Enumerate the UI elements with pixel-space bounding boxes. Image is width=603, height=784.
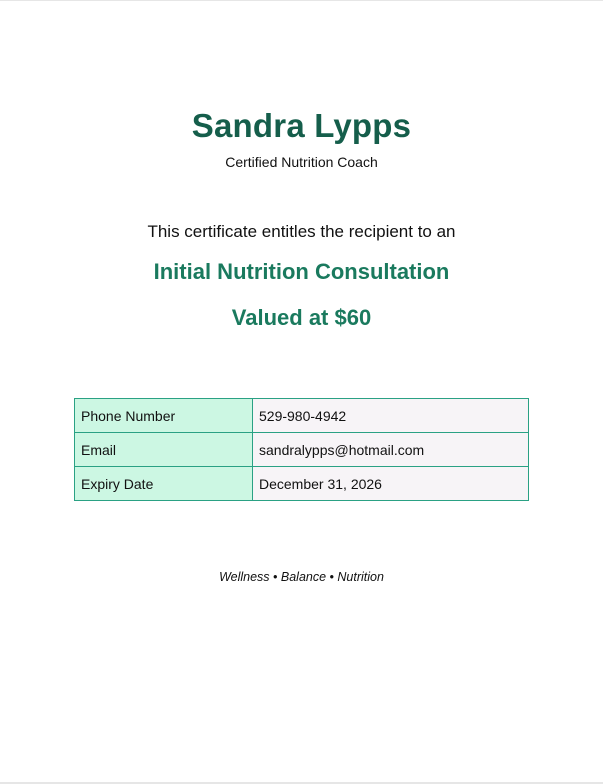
offer-title: Initial Nutrition Consultation <box>153 259 450 284</box>
coach-name: Sandra Lypps <box>191 107 412 144</box>
expiry-value: December 31, 2026 <box>253 467 529 501</box>
table-row <box>75 399 529 433</box>
tagline: Wellness • Balance • Nutrition <box>219 570 384 584</box>
table-row <box>75 467 529 501</box>
details-table <box>74 398 529 501</box>
phone-value: 529-980-4942 <box>253 399 529 433</box>
offer-value: Valued at $60 <box>231 305 372 330</box>
certificate-intro: This certificate entitles the recipient to an <box>147 222 456 241</box>
email-value: sandralypps@hotmail.com <box>253 433 529 467</box>
table-row <box>75 433 529 467</box>
email-label: Email <box>75 433 253 467</box>
phone-label: Phone Number <box>75 399 253 433</box>
coach-title: Certified Nutrition Coach <box>225 154 378 170</box>
expiry-label: Expiry Date <box>75 467 253 501</box>
